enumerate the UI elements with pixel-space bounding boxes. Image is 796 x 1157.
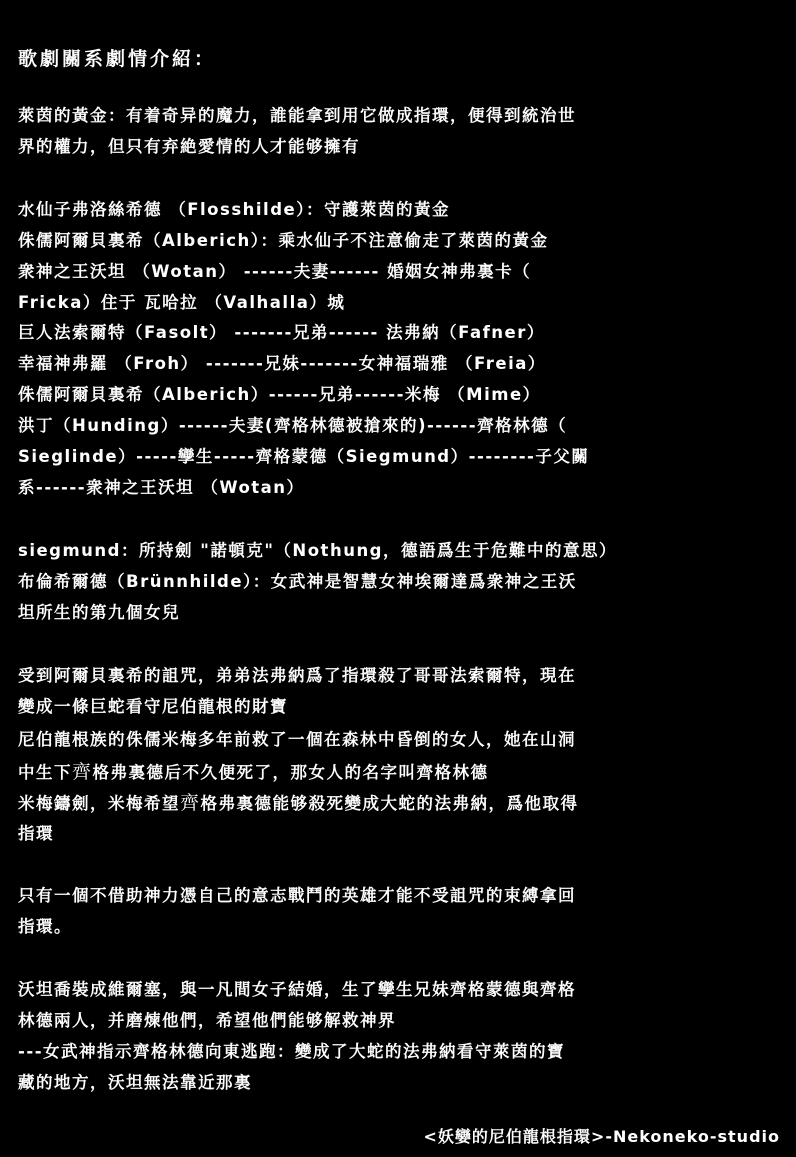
studio-credit: <妖孌的尼伯龍根指環>-Nekoneko-studio xyxy=(423,1127,780,1146)
text-line: 幸福神弗羅 （Froh） -------兄妹-------女神福瑞雅 （Freia） xyxy=(18,354,546,373)
text-line: 布倫希爾德（Brünnhilde）：女武神是智慧女神埃爾達爲衆神之王沃 xyxy=(18,572,577,591)
text-line: 林德兩人，并磨煉他們，希望他們能够解救神界 xyxy=(18,1011,396,1030)
text-line: 巨人法索爾特（Fasolt） -------兄弟------ 法弗納（Fafner） xyxy=(18,323,545,342)
text-fragment: 格弗裏德后不久便死了，那女人的名字叫齊格林德 xyxy=(92,763,489,782)
text-line: 系------衆神之王沃坦 （Wotan） xyxy=(18,478,305,497)
text-line: ---女武神指示齊格林德向東逃跑：變成了大蛇的法弗納看守萊茵的寶 xyxy=(18,1042,566,1061)
text-line: 萊茵的黃金：有着奇异的魔力，誰能拿到用它做成指環，便得到統治世 xyxy=(18,106,576,125)
text-fragment: 米梅鑄劍，米梅希望 xyxy=(18,794,180,813)
text-line: 指環。 xyxy=(18,917,72,936)
special-char: 齊 xyxy=(180,792,201,814)
page-title: 歌劇關系劇情介紹： xyxy=(18,48,217,70)
text-line xyxy=(18,762,489,783)
text-line: 受到阿爾貝裏希的詛咒，弟弟法弗納爲了指環殺了哥哥法索爾特，現在 xyxy=(18,666,576,685)
text-line: 變成一條巨蛇看守尼伯龍根的財寶 xyxy=(18,697,288,716)
text-fragment: 中生下 xyxy=(18,763,72,782)
text-line: 尼伯龍根族的侏儒米梅多年前救了一個在森林中昏倒的女人，她在山洞 xyxy=(18,730,576,749)
text-line: siegmund：所持劍 "諾頓克"（Nothung，德語爲生于危難中的意思） xyxy=(18,541,617,560)
text-line: Sieglinde）-----孿生-----齊格蒙德（Siegmund）--------子父關 xyxy=(18,447,590,466)
text-line: 侏儒阿爾貝裏希（Alberich）------兄弟------米梅 （Mime） xyxy=(18,385,541,404)
text-line xyxy=(18,793,579,814)
text-line: 坦所生的第九個女兒 xyxy=(18,603,180,622)
text-line: 洪丁（Hunding）------夫妻(齊格林德被搶來的)------齊格林德（ xyxy=(18,416,568,435)
text-line: 沃坦喬裝成維爾塞，與一凡間女子結婚，生了孿生兄妹齊格蒙德與齊格 xyxy=(18,980,576,999)
text-line: 藏的地方，沃坦無法靠近那裏 xyxy=(18,1073,252,1092)
text-line: Fricka）住于 瓦哈拉 （Valhalla）城 xyxy=(18,293,346,312)
text-line: 衆神之王沃坦 （Wotan） ------夫妻------ 婚姻女神弗裏卡（ xyxy=(18,262,532,281)
text-line: 侏儒阿爾貝裏希（Alberich）：乘水仙子不注意偷走了萊茵的黃金 xyxy=(18,231,549,250)
text-line: 界的權力，但只有弃絶愛情的人才能够擁有 xyxy=(18,137,360,156)
text-fragment: 格弗裏德能够殺死變成大蛇的法弗納，爲他取得 xyxy=(200,794,579,813)
text-line: 指環 xyxy=(18,824,54,843)
text-line: 水仙子弗洛絲希德 （Flosshilde）：守護萊茵的黃金 xyxy=(18,200,450,219)
special-char: 齊 xyxy=(72,761,93,783)
text-line: 只有一個不借助神力憑自己的意志戰鬥的英雄才能不受詛咒的束縛拿回 xyxy=(18,886,576,905)
